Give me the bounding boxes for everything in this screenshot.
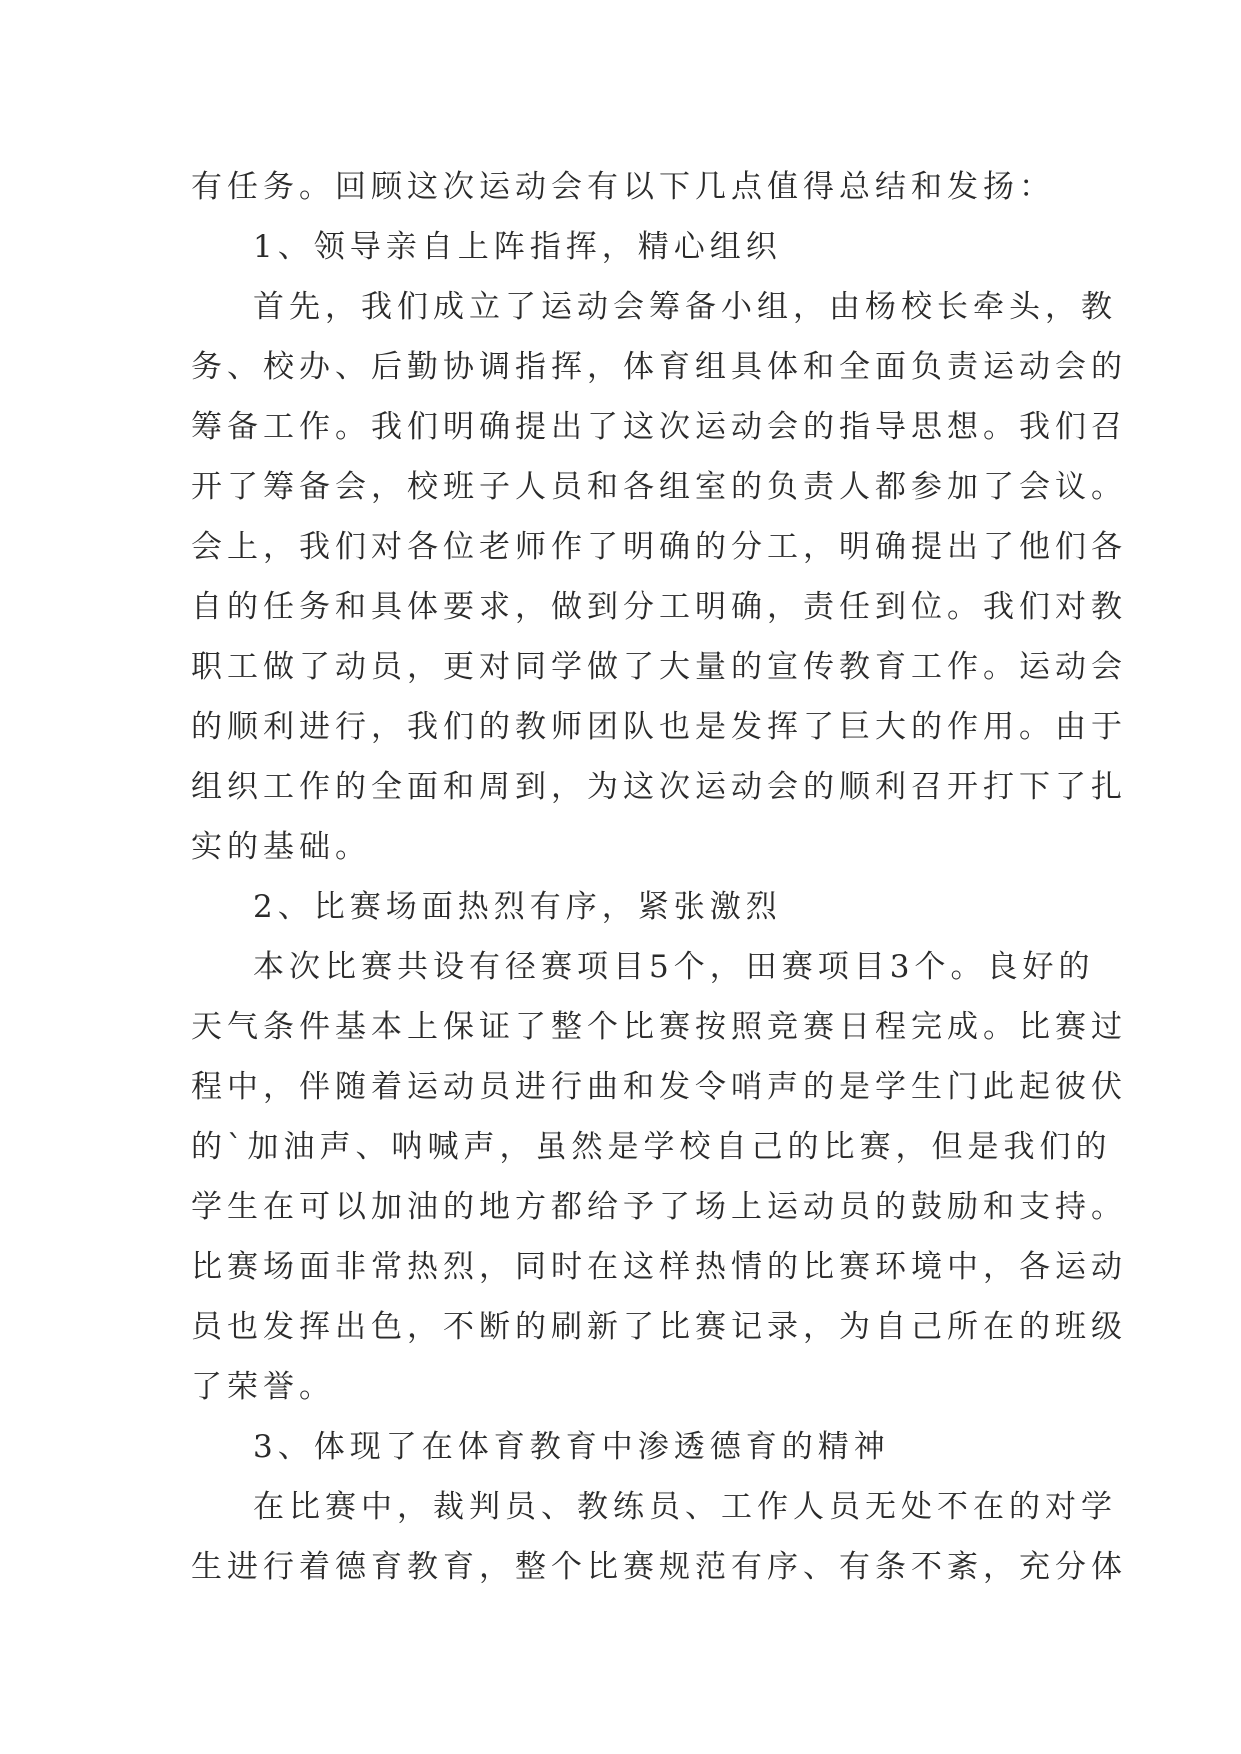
text-line: 的`加油声、呐喊声，虽然是学校自己的比赛，但是我们的: [191, 1129, 1112, 1165]
text-line: 了荣誉。: [191, 1369, 335, 1405]
text-line: 员也发挥出色，不断的刷新了比赛记录，为自己所在的班级: [191, 1309, 1127, 1345]
text-line: 天气条件基本上保证了整个比赛按照竞赛日程完成。比赛过: [191, 1009, 1127, 1045]
text-line: 职工做了动员，更对同学做了大量的宣传教育工作。运动会: [191, 649, 1127, 685]
text-line: 自的任务和具体要求，做到分工明确，责任到位。我们对教: [191, 589, 1127, 625]
text-line: 本次比赛共设有径赛项目5个，田赛项目3个。良好的: [253, 949, 1095, 985]
text-line: 学生在可以加油的地方都给予了场上运动员的鼓励和支持。: [191, 1189, 1127, 1225]
text-line: 有任务。回顾这次运动会有以下几点值得总结和发扬：: [191, 169, 1055, 205]
text-line: 3、体现了在体育教育中渗透德育的精神: [253, 1429, 890, 1465]
text-line: 程中，伴随着运动员进行曲和发令哨声的是学生门此起彼伏: [191, 1069, 1127, 1105]
text-line: 开了筹备会，校班子人员和各组室的负责人都参加了会议。: [191, 469, 1127, 505]
text-line: 组织工作的全面和周到，为这次运动会的顺利召开打下了扎: [191, 769, 1127, 805]
text-line: 务、校办、后勤协调指挥，体育组具体和全面负责运动会的: [191, 349, 1127, 385]
text-line: 在比赛中，裁判员、教练员、工作人员无处不在的对学: [253, 1489, 1117, 1525]
text-line: 生进行着德育教育，整个比赛规范有序、有条不紊，充分体: [191, 1549, 1127, 1585]
text-line: 筹备工作。我们明确提出了这次运动会的指导思想。我们召: [191, 409, 1127, 445]
text-line: 首先，我们成立了运动会筹备小组，由杨校长牵头，教: [253, 289, 1117, 325]
text-line: 1、领导亲自上阵指挥，精心组织: [253, 229, 782, 265]
text-line: 的顺利进行，我们的教师团队也是发挥了巨大的作用。由于: [191, 709, 1127, 745]
text-line: 会上，我们对各位老师作了明确的分工，明确提出了他们各: [191, 529, 1127, 565]
text-line: 实的基础。: [191, 829, 371, 865]
document-body: [191, 157, 1127, 1597]
text-line: 比赛场面非常热烈，同时在这样热情的比赛环境中，各运动: [191, 1249, 1127, 1285]
text-line: 2、比赛场面热烈有序，紧张激烈: [253, 889, 782, 925]
